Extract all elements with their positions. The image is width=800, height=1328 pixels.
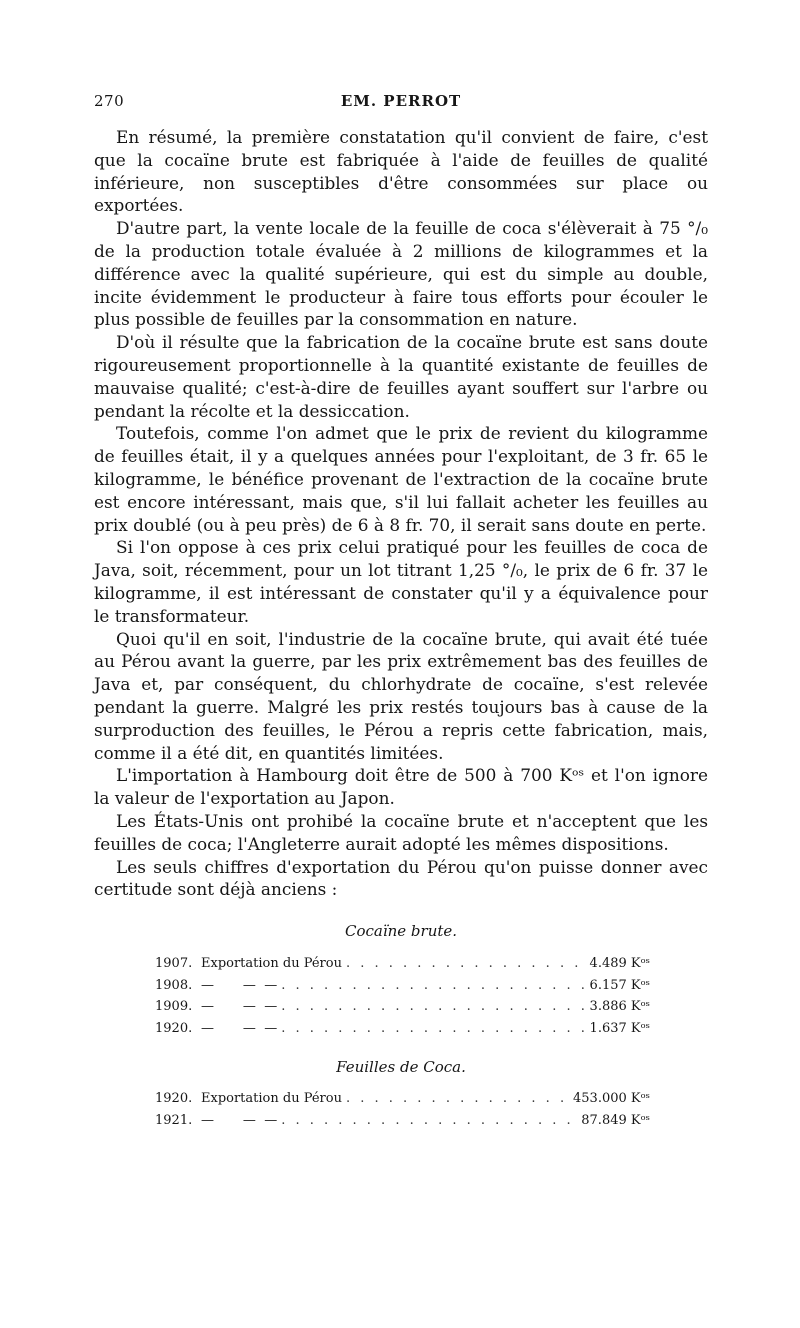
table-row bbox=[155, 956, 650, 978]
row-description: — — — bbox=[201, 999, 278, 1014]
paragraph: Toutefois, comme l'on admet que le prix de revient du kilogramme de feuilles était, il y a quelques années pour l'exploitant, de 3 fr. 65 le kilogramme, le bénéfice provenant de l'extraction de la cocaïne brute est encore intéressant, mais que, s'il lui fallait acheter les feuilles au prix doublé (ou à peu près) de 6 à 8 fr. 70, il serait sans doute en perte. bbox=[94, 423, 708, 535]
paragraph: En résumé, la première constatation qu'il convient de faire, c'est que la cocaïne brute est fabriquée à l'aide de feuilles de qualité inférieure, non susceptibles d'être consommées sur place ou exportées. bbox=[94, 127, 708, 216]
row-value: 6.157 Kᵒˢ bbox=[589, 977, 650, 993]
row-description: Exportation du Pérou bbox=[201, 1091, 342, 1106]
paragraph: D'où il résulte que la fabrication de la cocaïne brute est sans doute rigoureusement proportionnelle à la quantité existante de feuilles de mauvaise qualité; c'est-à-dire de feuilles ayant souffert sur l'arbre ou pendant la récolte et la dessiccation. bbox=[94, 332, 708, 421]
table-row bbox=[155, 1113, 650, 1135]
paragraph: Quoi qu'il en soit, l'industrie de la cocaïne brute, qui avait été tuée au Pérou avant la guerre, par les prix extrêmement bas des feuilles de Java et, par conséquent, du chlorhydrate de cocaïne, s'est relevée pendant la guerre. Malgré les prix restés toujours bas à cause de la surproduction des feuilles, le Pérou a repris cette fabrication, mais, comme il a été dit, en quantités limitées. bbox=[94, 628, 708, 763]
row-description: — — — bbox=[201, 977, 278, 993]
page-header bbox=[94, 92, 708, 114]
row-value: 1.637 Kᵒˢ bbox=[589, 1020, 650, 1036]
table-row bbox=[155, 1021, 650, 1043]
dot-leader bbox=[281, 978, 585, 993]
row-year: 1921. bbox=[155, 1112, 193, 1128]
body-text bbox=[94, 126, 708, 901]
row-year: 1920. bbox=[155, 1020, 193, 1036]
export-table-leaves bbox=[155, 1091, 650, 1134]
section-title-feuilles-coca: Feuilles de Coca. bbox=[336, 1058, 466, 1076]
dot-leader bbox=[281, 1113, 577, 1128]
row-value: 3.886 Kᵒˢ bbox=[589, 999, 650, 1014]
row-year: 1907. bbox=[155, 956, 193, 971]
table-row bbox=[155, 978, 650, 1000]
dot-leader bbox=[281, 999, 585, 1014]
table-row bbox=[155, 999, 650, 1021]
row-value: 4.489 Kᵒˢ bbox=[589, 956, 650, 971]
row-year: 1908. bbox=[155, 977, 193, 993]
row-description: Exportation du Pérou bbox=[201, 956, 342, 971]
row-year: 1920. bbox=[155, 1091, 193, 1106]
page-number: 270 bbox=[94, 92, 125, 110]
row-value: 453.000 Kᵒˢ bbox=[573, 1091, 650, 1106]
paragraph: L'importation à Hambourg doit être de 500 à 700 Kᵒˢ et l'on ignore la valeur de l'exportation au Japon. bbox=[94, 765, 708, 809]
row-year: 1909. bbox=[155, 999, 193, 1014]
row-description: — — — bbox=[201, 1020, 278, 1036]
paragraph: Les États-Unis ont prohibé la cocaïne brute et n'acceptent que les feuilles de coca; l'Angleterre aurait adopté les mêmes dispositions. bbox=[94, 810, 708, 854]
running-head: EM. PERROT bbox=[340, 92, 462, 110]
dot-leader bbox=[281, 1021, 585, 1036]
dot-leader bbox=[346, 1091, 569, 1106]
paragraph: D'autre part, la vente locale de la feuille de coca s'élèverait à 75 °/₀ de la production totale évaluée à 2 millions de kilogrammes et la différence avec la qualité supérieure, qui est du simple au double, incite évidemment le producteur à faire tous efforts pour écouler le plus possible de feuilles par la consommation en nature. bbox=[94, 218, 708, 330]
export-table-cocaine bbox=[155, 956, 650, 1042]
row-description: — — — bbox=[201, 1112, 278, 1128]
dot-leader bbox=[346, 956, 586, 971]
paragraph: Les seuls chiffres d'exportation du Pérou qu'on puisse donner avec certitude sont déjà anciens : bbox=[94, 856, 708, 900]
table-row bbox=[155, 1091, 650, 1113]
row-value: 87.849 Kᵒˢ bbox=[581, 1112, 650, 1128]
section-title-cocaine-brute: Cocaïne brute. bbox=[344, 922, 458, 940]
paragraph: Si l'on oppose à ces prix celui pratiqué pour les feuilles de coca de Java, soit, récemment, pour un lot titrant 1,25 °/₀, le prix de 6 fr. 37 le kilogramme, il est intéressant de constater qu'il y a équivalence pour le transformateur. bbox=[94, 537, 708, 626]
